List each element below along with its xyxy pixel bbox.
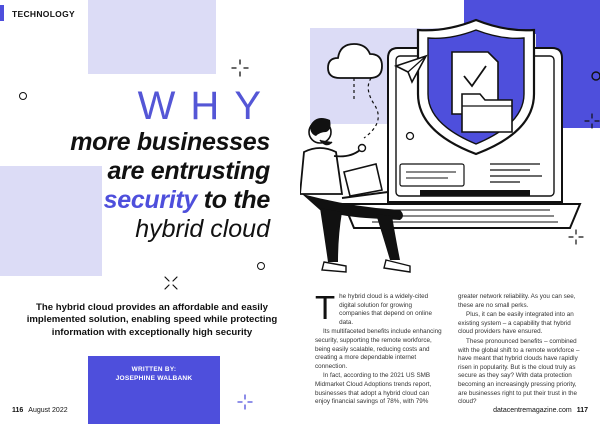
decor-ring (257, 262, 265, 270)
page-number-right: 117 (576, 407, 588, 414)
sparkle-icon (162, 274, 180, 292)
headline-line-2: are entrusting (107, 157, 270, 185)
headline (0, 84, 300, 244)
folio-left (12, 407, 68, 414)
byline-label: WRITTEN BY: (131, 366, 177, 373)
issue-date: August 2022 (28, 407, 68, 414)
article-paragraph: Its multifaceted benefits include enhancing security, supporting the remote workforce, being easily scalable, reducing costs and creating a more dependable internet connection. (315, 328, 442, 370)
article-paragraph: greater network reliability. As you can see, these are no small perks. (458, 293, 576, 309)
headline-line-3-rest: to the (197, 186, 270, 214)
headline-line-1: more businesses (70, 128, 270, 156)
right-page (300, 0, 600, 424)
folio-right (493, 407, 588, 414)
page-number-left: 116 (12, 407, 24, 414)
article-paragraph: In fact, according to the 2021 US SMB Midmarket Cloud Adoptions trends report, businesses that adopt a hybrid cloud can enjoy financial savings of 78%, with 79% (315, 372, 432, 406)
article-paragraph: These pronounced benefits – combined with the global shift to a remote workforce – have meant that hybrid clouds have rapidly risen in popularity. But is the cloud truly as secure as they say? With data protection becoming an increasingly pressing priority, are businesses right to put their trust in the cloud? (458, 337, 580, 406)
section-tag: TECHNOLOGY (12, 9, 75, 19)
site-url: datacentremagazine.com (493, 407, 572, 414)
hybrid-cloud-illustration (300, 4, 600, 288)
article-paragraph-1-text: he hybrid cloud is a widely-cited digital solution for growing companies that depend on online data. (339, 293, 432, 326)
sparkle-icon (230, 58, 250, 78)
folder-icon (462, 94, 512, 132)
drop-cap: T (315, 289, 336, 326)
lilac-block-top (88, 0, 216, 74)
byline-name: JOSEPHINE WALBANK (115, 375, 193, 382)
byline-box (88, 356, 220, 424)
article-paragraph (315, 289, 443, 327)
article-column-1 (315, 289, 443, 408)
article-paragraph: Plus, it can be easily integrated into an existing system – a capability that hybrid cloud providers have ensured. (458, 311, 574, 336)
headline-accent-word: security (103, 186, 198, 214)
sparkle-icon (236, 393, 254, 411)
headline-line-4: hybrid cloud (135, 215, 270, 243)
section-tag-bar (0, 5, 4, 21)
headline-line-3 (0, 186, 270, 215)
standfirst: The hybrid cloud provides an affordable and easily implemented solution, enabling speed while protecting information with exceptionally high security (26, 302, 278, 338)
headline-why: WHY (137, 84, 276, 128)
article-column-2 (458, 293, 586, 408)
cloud-icon (328, 44, 382, 100)
